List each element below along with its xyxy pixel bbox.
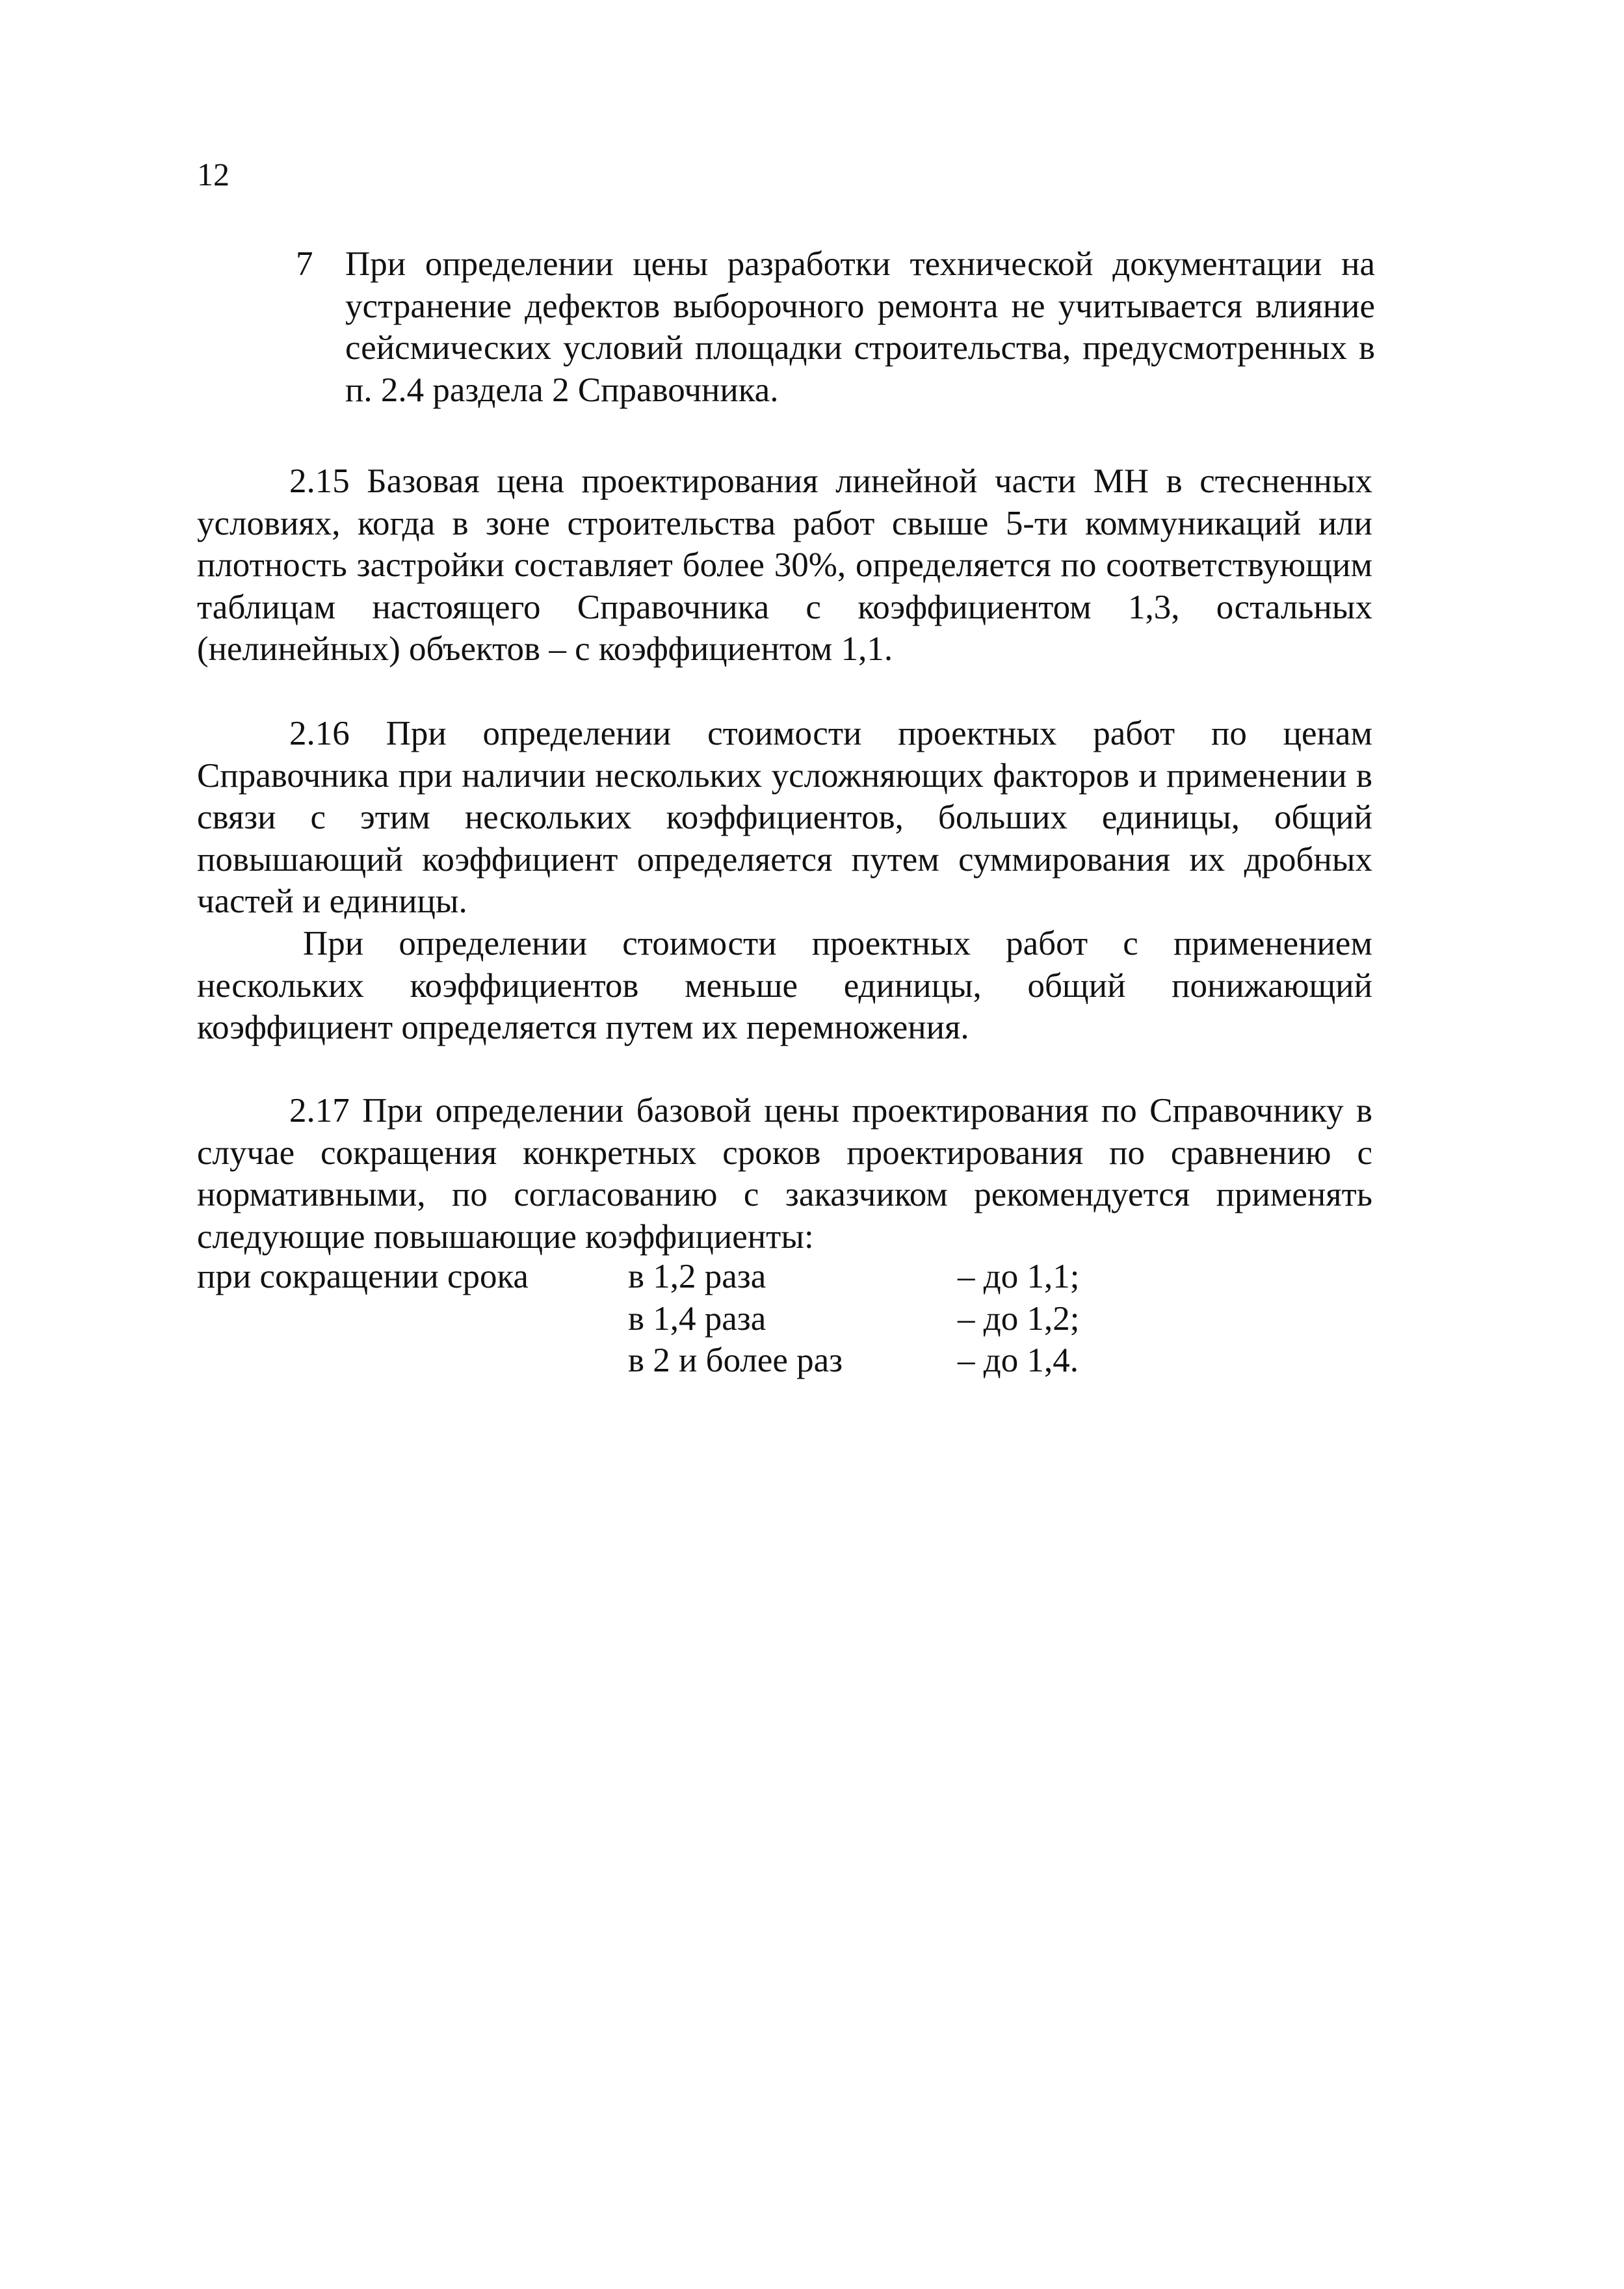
paragraph-2-15: 2.15 Базовая цена проектирования линейной части МН в стесненных условиях, когда в зоне строительства работ свыше 5-ти коммуникаций или плотность застройки составляет более 30%, определяется по соответствующим таблицам настоящего Справочника с коэффициентом 1,3, остальных (нелинейных) объектов – с коэффициентом 1,1. [197, 462, 1372, 668]
reduction-value: в 2 и более раз [628, 1342, 843, 1379]
coefficient-row [197, 1340, 1120, 1382]
paragraph-2-16: 2.16 При определении стоимости проектных работ по ценам Справочника при наличии нескольких усложняющих факторов и применении в связи с этим нескольких коэффициентов, больших единицы, общий повышающий коэффициент определяется путем суммирования их дробных частей и единицы. [197, 715, 1372, 920]
paragraph-2-17: 2.17 При определении базовой цены проектирования по Справочнику в случае сокращения конкретных сроков проектирования по сравнению с нормативными, по согласованию с заказчиком рекомендуется применять следующие повышающие коэффициенты: [197, 1092, 1372, 1256]
paragraph-2-16-continued: При определении стоимости проектных работ с применением нескольких коэффициентов меньше единицы, общий понижающий коэффициент определяется путем их перемножения. [197, 925, 1372, 1046]
coefficient-value: – до 1,1; [958, 1258, 1080, 1295]
coefficient-label: при сокращении срока [197, 1258, 529, 1295]
coefficient-row [197, 1256, 1120, 1298]
coefficient-value: – до 1,2; [958, 1299, 1080, 1338]
coefficient-row [197, 1298, 1120, 1340]
reduction-value: в 1,2 раза [628, 1258, 766, 1295]
page-number: 12 [197, 156, 229, 192]
note-item [296, 243, 1375, 411]
coefficient-table [197, 1256, 1120, 1382]
reduction-value: в 1,4 раза [628, 1299, 766, 1338]
note-number: 7 [296, 245, 313, 283]
note-text: При определении цены разработки технической документации на устранение дефектов выборочного ремонта не учитывается влияние сейсмических условий площадки строительства, предусмотренных в п. 2.4 раздела 2 Справочника. [345, 245, 1375, 409]
coefficient-value: – до 1,4. [958, 1342, 1079, 1379]
